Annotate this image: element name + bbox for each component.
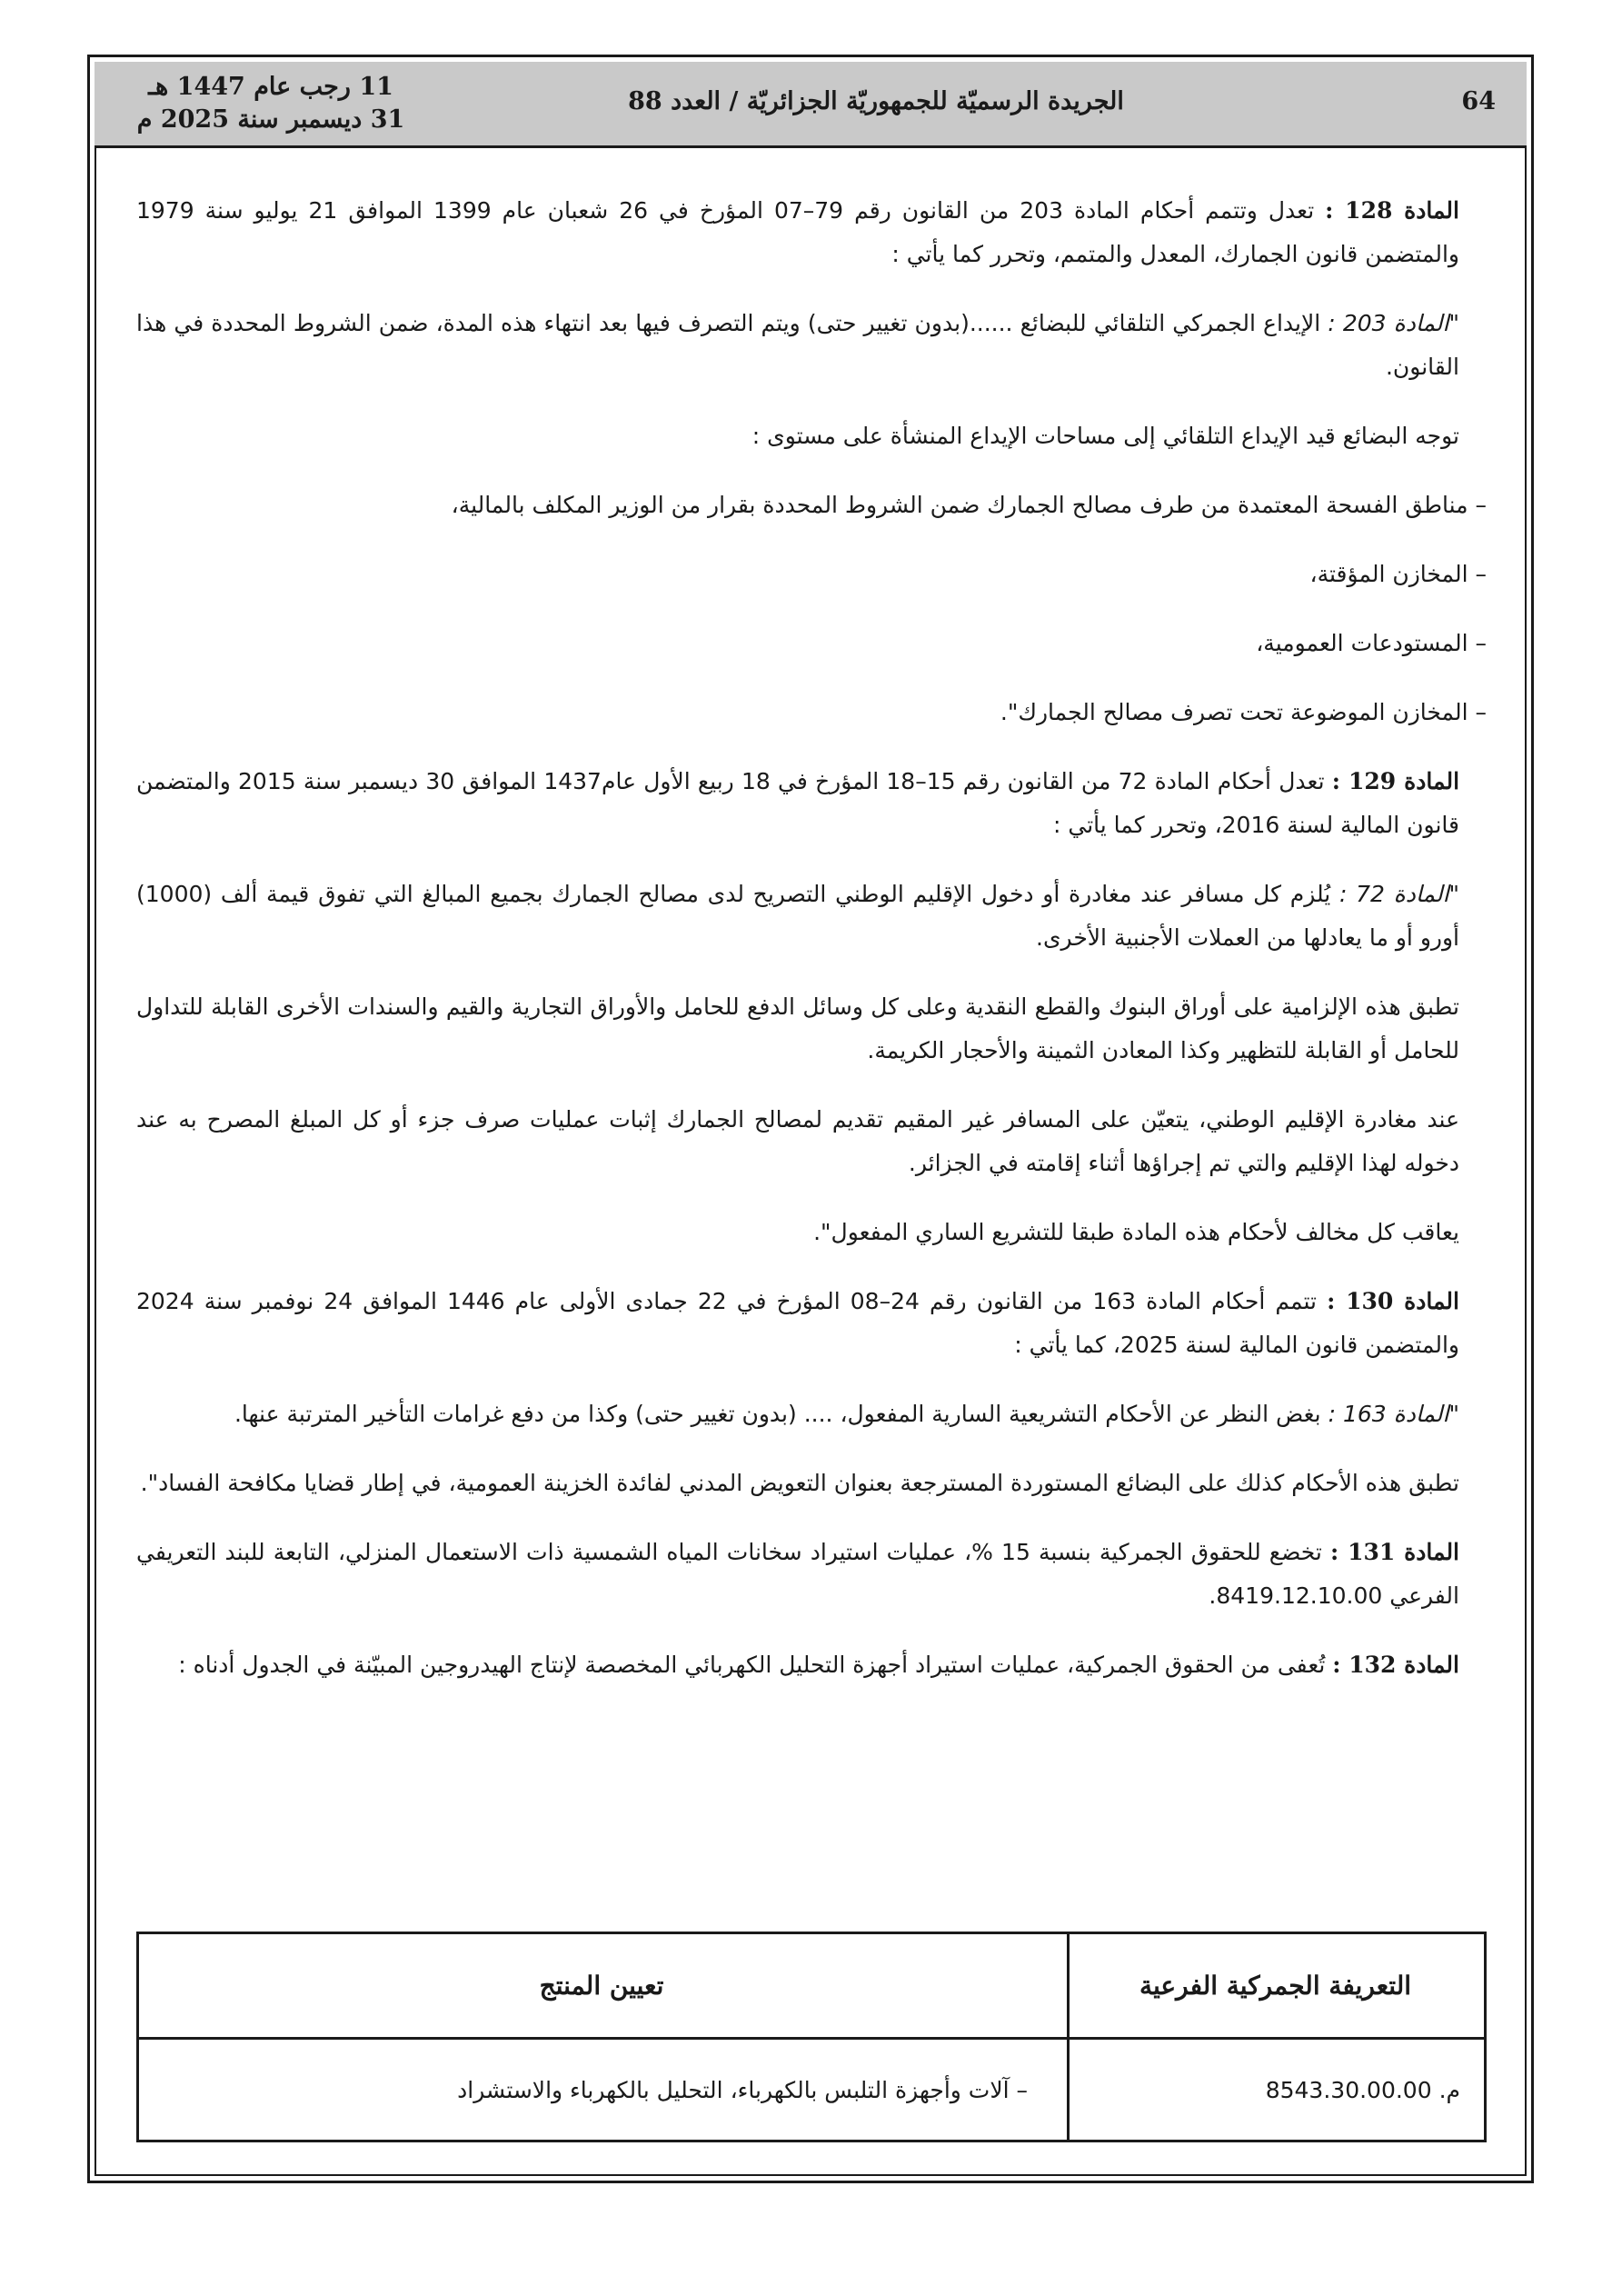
page-number: 64	[1461, 87, 1496, 115]
article-203-label: "المادة 203 :	[1328, 310, 1459, 336]
article-131-text: تخضع للحقوق الجمركية بنسبة 15 %، عمليات استيراد سخانات المياه الشمسية ذات الاستعمال المنزلي، التابعة للبند التعريفي الفرعي 8419.12.10.00.	[136, 1539, 1459, 1609]
page-header	[95, 62, 1527, 148]
table-row	[139, 2040, 1484, 2140]
table-header-row	[139, 1934, 1484, 2040]
article-128-text: تعدل وتتمم أحكام المادة 203 من القانون رقم 79–07 المؤرخ في 26 شعبان عام 1399 الموافق 21 يوليو سنة 1979 والمتضمن قانون الجمارك، المعدل والمتمم، وتحرر كما يأتي :	[136, 197, 1459, 267]
article-132-label: المادة 132 :	[1332, 1652, 1459, 1678]
article-129-text: تعدل أحكام المادة 72 من القانون رقم 15–18 المؤرخ في 18 ربيع الأول عام1437 الموافق 30 ديسمبر سنة 2015 والمتضمن قانون المالية لسنة 2016، وتحرر كما يأتي :	[136, 768, 1459, 838]
header-date-hijri: 11 رجب عام 1447 هـ	[148, 73, 393, 101]
article-128-quote	[136, 302, 1487, 389]
article-128-intro: توجه البضائع قيد الإيداع التلقائي إلى مساحات الإيداع المنشأة على مستوى :	[751, 423, 1459, 449]
article-129-quote	[136, 873, 1487, 960]
article-203-text: الإيداع الجمركي التلقائي للبضائع ......(بدون تغيير حتى) ويتم التصرف فيها بعد انتهاء هذه المدة، ضمن الشروط المحددة في هذا القانون.	[136, 310, 1459, 380]
article-132	[136, 1643, 1487, 1687]
header-title: الجريدة الرسميّة للجمهوريّة الجزائريّة / العدد 88	[628, 87, 1124, 115]
article-130-label: المادة 130 :	[1327, 1288, 1459, 1314]
table-header-product: تعيين المنتج	[539, 1971, 664, 2001]
table-cell-product: – آلات وأجهزة التلبس بالكهرباء، التحليل بالكهرباء والاستشراد	[457, 2076, 1028, 2103]
article-130-text: تتمم أحكام المادة 163 من القانون رقم 24–08 المؤرخ في 22 جمادى الأولى عام 1446 الموافق 24 نوفمبر سنة 2024 والمتضمن قانون المالية لسنة 2025، كما يأتي :	[136, 1288, 1459, 1358]
article-129-para-2: عند مغادرة الإقليم الوطني، يتعيّن على المسافر غير المقيم تقديم لمصالح الجمارك إثبات عمليات صرف جزء أو كل المبلغ المصرح به عند دخوله لهذا الإقليم والتي تم إجراؤها أثناء إقامته في الجزائر.	[136, 1106, 1459, 1176]
table-header-tariff: التعريفة الجمركية الفرعية	[1139, 1971, 1412, 2001]
article-72-label: "المادة 72 :	[1338, 881, 1460, 907]
table-cell-tariff: م. 8543.30.00.00	[1265, 2076, 1460, 2103]
article-129	[136, 760, 1487, 847]
article-129-label: المادة 129 :	[1331, 768, 1460, 794]
article-163-text: بغض النظر عن الأحكام التشريعية السارية المفعول، .... (بدون تغيير حتى) وكذا من دفع غرامات التأخير المترتبة عنها.	[234, 1401, 1328, 1427]
article-72-text: يُلزم كل مسافر عند مغادرة أو دخول الإقليم الوطني التصريح لدى مصالح الجمارك بجميع المبالغ التي تفوق قيمة ألف (1000) أورو أو ما يعادلها من العملات الأجنبية الأخرى.	[136, 881, 1459, 951]
list-item: – المستودعات العمومية،	[1256, 630, 1487, 656]
article-128	[136, 189, 1487, 276]
article-129-para-1: تطبق هذه الإلزامية على أوراق البنوك والقطع النقدية وعلى كل وسائل الدفع للحامل والأوراق التجارية والقيم والسندات الأخرى القابلة للتداول للحامل أو القابلة للتظهير وكذا المعادن الثمينة والأحجار الكريمة.	[136, 993, 1459, 1063]
article-163-label: "المادة 163 :	[1328, 1401, 1459, 1427]
article-130	[136, 1280, 1487, 1367]
article-131-label: المادة 131 :	[1330, 1539, 1460, 1565]
article-132-text: تُعفى من الحقوق الجمركية، عمليات استيراد أجهزة التحليل الكهربائي المخصصة لإنتاج الهيدروجين المبيّنة في الجدول أدناه :	[178, 1652, 1333, 1678]
tariff-table	[136, 1932, 1487, 2142]
list-item: – المخازن الموضوعة تحت تصرف مصالح الجمارك".	[1000, 699, 1487, 725]
table-column-divider	[1067, 1934, 1070, 2140]
article-130-quote	[136, 1393, 1487, 1436]
list-item: – المخازن المؤقتة،	[1309, 561, 1487, 587]
header-date	[125, 71, 416, 136]
article-130-para-1: تطبق هذه الأحكام كذلك على البضائع المستوردة المسترجعة بعنوان التعويض المدني لفائدة الخزينة العمومية، في إطار قضايا مكافحة الفساد".	[140, 1470, 1459, 1496]
article-128-label: المادة 128 :	[1325, 197, 1459, 224]
header-date-gregorian: 31 ديسمبر سنة 2025 م	[136, 105, 405, 134]
article-131	[136, 1531, 1487, 1618]
list-item: – مناطق الفسحة المعتمدة من طرف مصالح الجمارك ضمن الشروط المحددة بقرار من الوزير المكلف بالمالية،	[451, 492, 1487, 518]
article-129-para-3: يعاقب كل مخالف لأحكام هذه المادة طبقا للتشريع الساري المفعول".	[813, 1219, 1459, 1245]
document-body	[136, 189, 1487, 1687]
